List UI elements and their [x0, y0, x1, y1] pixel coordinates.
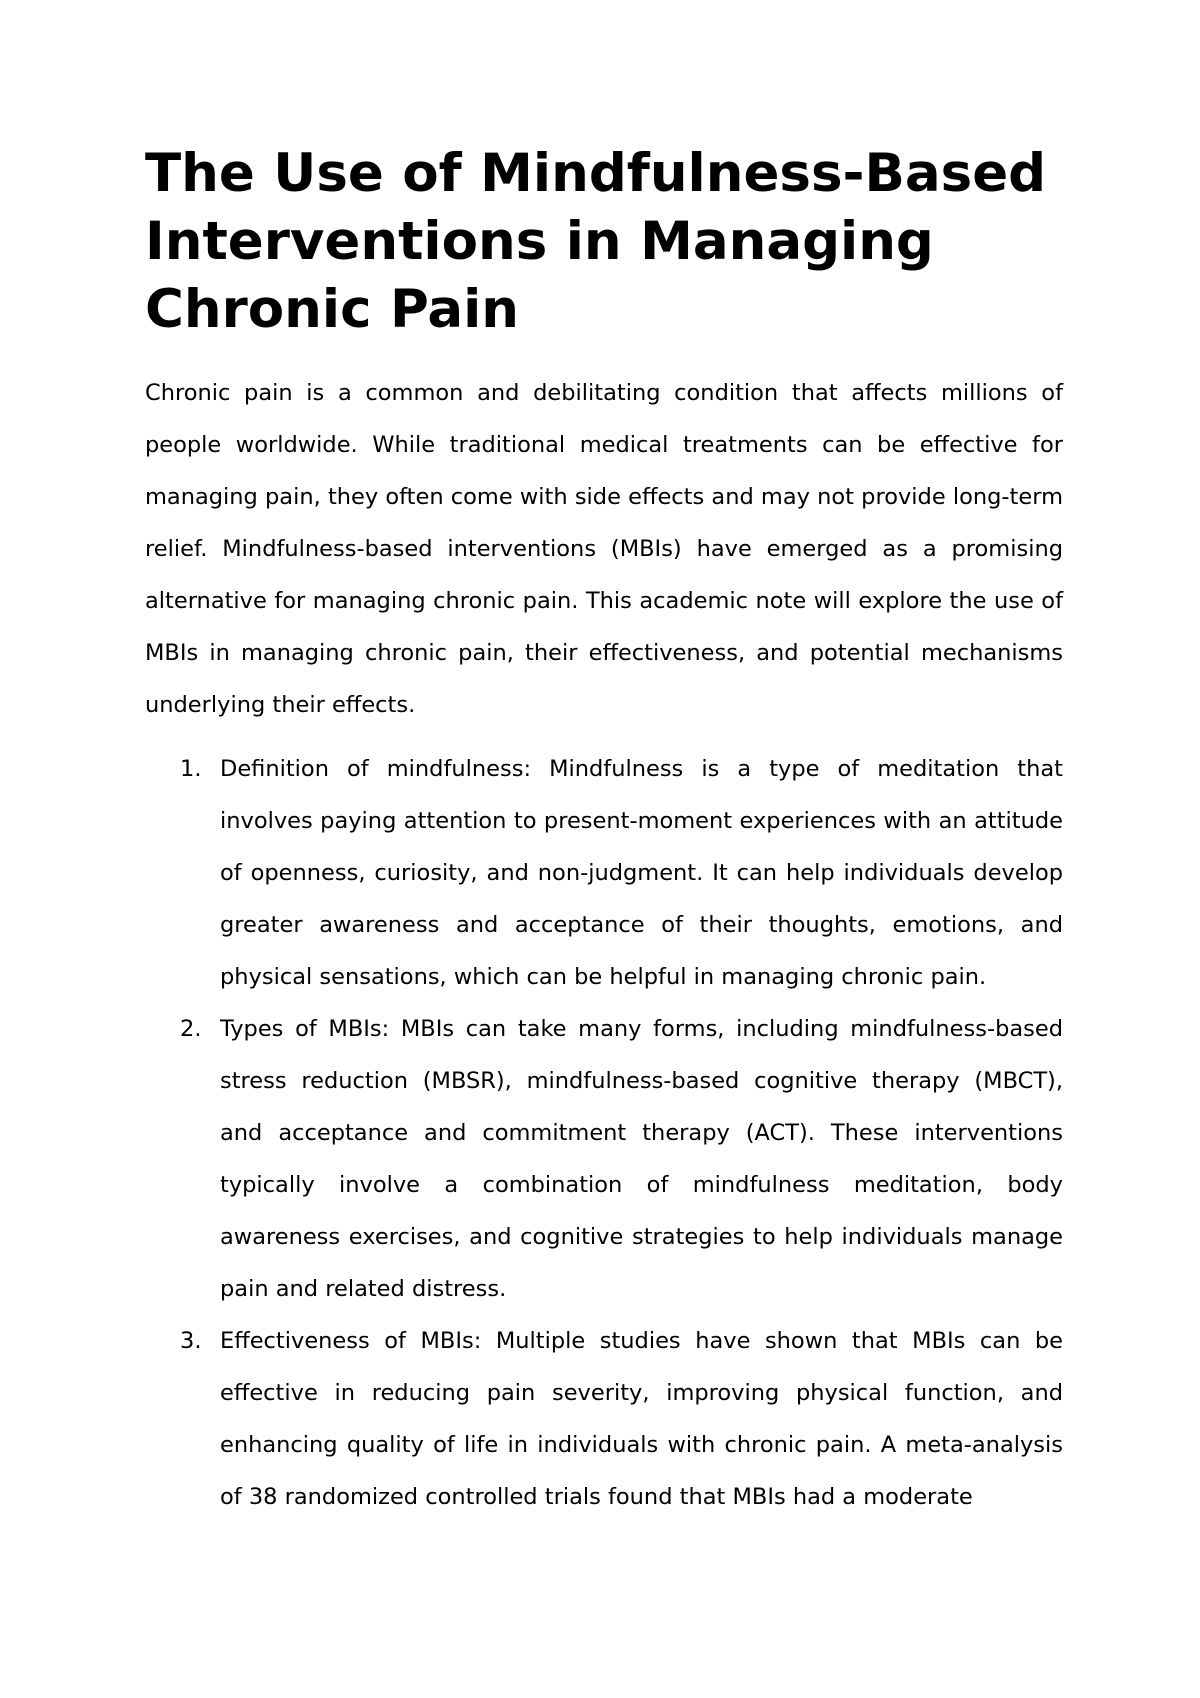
numbered-list [145, 743, 1063, 1523]
list-item-text: Types of MBIs: MBIs can take many forms, including mindfulness-based stress reduction (MBSR), mindfulness-based cognitive therapy (MBCT), and acceptance and commitment therapy (ACT). These interventions typically involve a combination of mindfulness meditation, body awareness exercises, and cognitive strategies to help individuals manage pain and related distress. [220, 1016, 1063, 1302]
list-item-number: 3. [180, 1328, 202, 1354]
list-item-number: 1. [180, 756, 202, 782]
list-item [145, 1315, 1063, 1523]
document-title: The Use of Mindfulness-Based Interventions in Managing Chronic Pain [145, 143, 1047, 340]
list-item [145, 1003, 1063, 1315]
intro-paragraph: Chronic pain is a common and debilitating condition that affects millions of people worldwide. While traditional medical treatments can be effective for managing pain, they often come with side effects and may not provide long-term relief. Mindfulness-based interventions (MBIs) have emerged as a promising alternative for managing chronic pain. This academic note will explore the use of MBIs in managing chronic pain, their effectiveness, and potential mechanisms underlying their effects. [145, 380, 1063, 718]
list-item-text: Effectiveness of MBIs: Multiple studies have shown that MBIs can be effective in reducing pain severity, improving physical function, and enhancing quality of life in individuals with chronic pain. A meta-analysis of 38 randomized controlled trials found that MBIs had a moderate [220, 1328, 1063, 1510]
list-item [145, 743, 1063, 1003]
list-item-number: 2. [180, 1016, 202, 1042]
document-body [145, 140, 1063, 1523]
list-item-text: Definition of mindfulness: Mindfulness is a type of meditation that involves paying attention to present-moment experiences with an attitude of openness, curiosity, and non-judgment. It can help individuals develop greater awareness and acceptance of their thoughts, emotions, and physical sensations, which can be helpful in managing chronic pain. [220, 756, 1063, 990]
